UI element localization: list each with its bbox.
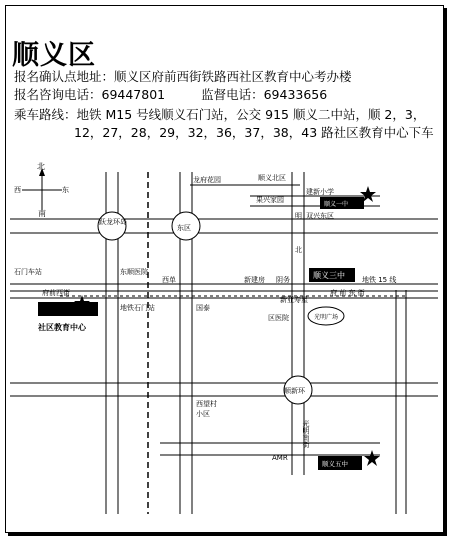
compass-north: 北 (37, 162, 45, 171)
compass-south: 南 (38, 209, 46, 218)
label-shunyi-beiqu: 顺义北区 (258, 174, 286, 182)
label-shunxin: 顺新环 (284, 387, 305, 395)
route-line-2: 12，27，28，29，32，36，37，38，43 路社区教育中心下车 (74, 125, 434, 140)
label-bei: 北 (295, 246, 302, 254)
label-amr: AMR (272, 454, 288, 462)
label-shunyi-no5: 顺义五中 (322, 460, 348, 468)
label-community-center: 社区教育中心 (38, 323, 86, 332)
label-ditie15: 地铁 15 线 (362, 276, 397, 284)
label-qu-yiyuan: 区医院 (268, 314, 289, 322)
route-line-1: 乘车路线：地铁 M15 号线顺义石门站，公交 915 顺义二中站，顺 2，3， (14, 107, 426, 122)
label-shunyi-no1: 顺义一中 (324, 201, 349, 208)
label-guomao: 国泰 (196, 304, 210, 312)
label-yuelong: 跃龙环岛 (99, 218, 127, 226)
compass-east: 东 (62, 186, 69, 194)
label-guangming: 光明广场 (314, 314, 339, 321)
address-text: 报名确认点地址：顺义区府前西街铁路西社区教育中心考办楼 (14, 69, 352, 84)
label-fuqian-xijie: 府前西街 (42, 289, 70, 297)
label-xidan: 西单 (162, 276, 176, 284)
label-guoxing: 果兴家园 (256, 196, 284, 204)
label-xinjianfang: 新建房 (244, 276, 265, 284)
supervise-phone: 监督电话：69433656 (201, 87, 328, 102)
community-center-block (38, 302, 98, 316)
label-shunyi-no3: 顺义三中 (313, 271, 345, 280)
label-fuqian-dongjie: 府 前 东 街 (330, 289, 365, 297)
star-marker-no5 (364, 450, 380, 466)
label-jianxin-school: 建新小学 (306, 188, 334, 196)
label-yinwu: 阴务 (276, 276, 290, 284)
label-ditie-shimen: 地铁石门站 (120, 304, 155, 312)
label-xiwangcun: 西望村 (196, 400, 217, 408)
label-dongqu: 东区 (177, 224, 191, 232)
label-xiaoqu: 小区 (196, 410, 210, 418)
label-ming: 明 (295, 212, 302, 220)
enroll-phone: 报名咨询电话：69447801 (14, 87, 166, 102)
label-longfu: 龙府花园 (193, 176, 221, 184)
compass-west: 西 (14, 186, 21, 194)
label-guangming-nanjie: 光明南街 (302, 420, 310, 448)
label-dongcheng: 东顺医院 (120, 268, 148, 276)
district-title: 顺义区 (12, 40, 96, 71)
compass (14, 161, 69, 218)
label-shuangxing: 双兴东区 (306, 212, 334, 220)
label-shimen: 石门车站 (14, 268, 42, 276)
label-xinya: 新亚寿星 (280, 296, 308, 304)
